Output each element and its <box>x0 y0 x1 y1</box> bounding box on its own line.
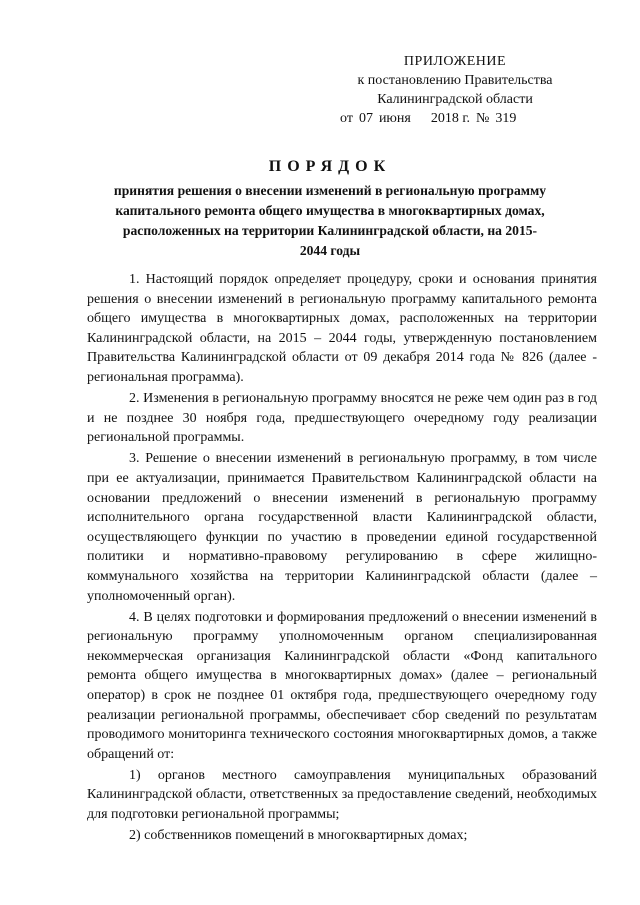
date-month: июня <box>378 111 411 126</box>
number-sign: № <box>476 111 490 126</box>
paragraph-1: 1. Настоящий порядок определяет процедуру, сроки и основания принятия решения о внесении изменений в региональную программу капитального ремонта общего имущества в многоквартирных домах, расположенных на территории Калининградской области, на 2015 – 2044 годы, утвержденную постановлением Правительства Калининградской области от 09 декабря 2014 года № 826 (далее - региональная программа). <box>87 272 597 385</box>
paragraph-2: 2. Изменения в региональную программу вносятся не реже чем один раз в год и не позднее 30 ноября года, предшествующего очередному году реализации региональной программы. <box>87 391 597 446</box>
document-number: 319 <box>495 111 517 126</box>
appendix-date-line <box>330 109 580 128</box>
document-subtitle: принятия решения о внесении изменений в региональную программу капитального ремонта общего имущества в многоквартирных домах, расположенных на территории Калининградской области, на 2015-2044 годы <box>113 183 547 258</box>
document-body <box>87 270 597 847</box>
appendix-line-1: к постановлению Правительства <box>357 73 553 88</box>
date-prefix: от <box>340 111 353 126</box>
date-year: 2018 г. <box>430 111 470 126</box>
document-title-block <box>110 155 550 261</box>
appendix-line-2: Калининградской области <box>377 92 533 107</box>
subparagraph-1: 1) органов местного самоуправления муниципальных образований Калининградской области, ответственных за предоставление сведений, необходимых для подготовки региональной программы; <box>87 767 597 823</box>
date-day: 07 <box>358 111 373 126</box>
appendix-header <box>330 52 580 128</box>
document-heading: ПОРЯДОК <box>268 158 392 175</box>
subparagraph-2: 2) собственников помещений в многоквартирных домах; <box>129 828 468 844</box>
paragraph-3: 3. Решение о внесении изменений в региональную программу, в том числе при ее актуализации, принимается Правительством Калининградской области на основании предложений о внесении изменений в региональную программу исполнительного органа государственной власти Калининградской области, осуществляющего функции по участию в проведении единой государственной политики и нормативно-правовому регулированию в сфере жилищно-коммунального хозяйства на территории Калининградской области (далее – уполномоченный орган). <box>87 451 597 604</box>
paragraph-4: 4. В целях подготовки и формирования предложений о внесении изменений в региональную программу уполномоченным органом специализированная некоммерческая организация Калининградской области «Фонд капитального ремонта общего имущества в многоквартирных домах» (далее – региональный оператор) в срок не позднее 01 октября года, предшествующего очередному году реализации региональной программы, обеспечивает сбор сведений по результатам проводимого мониторинга технического состояния многоквартирных домов, а также обращений от: <box>87 609 597 762</box>
appendix-title: ПРИЛОЖЕНИЕ <box>403 54 507 69</box>
